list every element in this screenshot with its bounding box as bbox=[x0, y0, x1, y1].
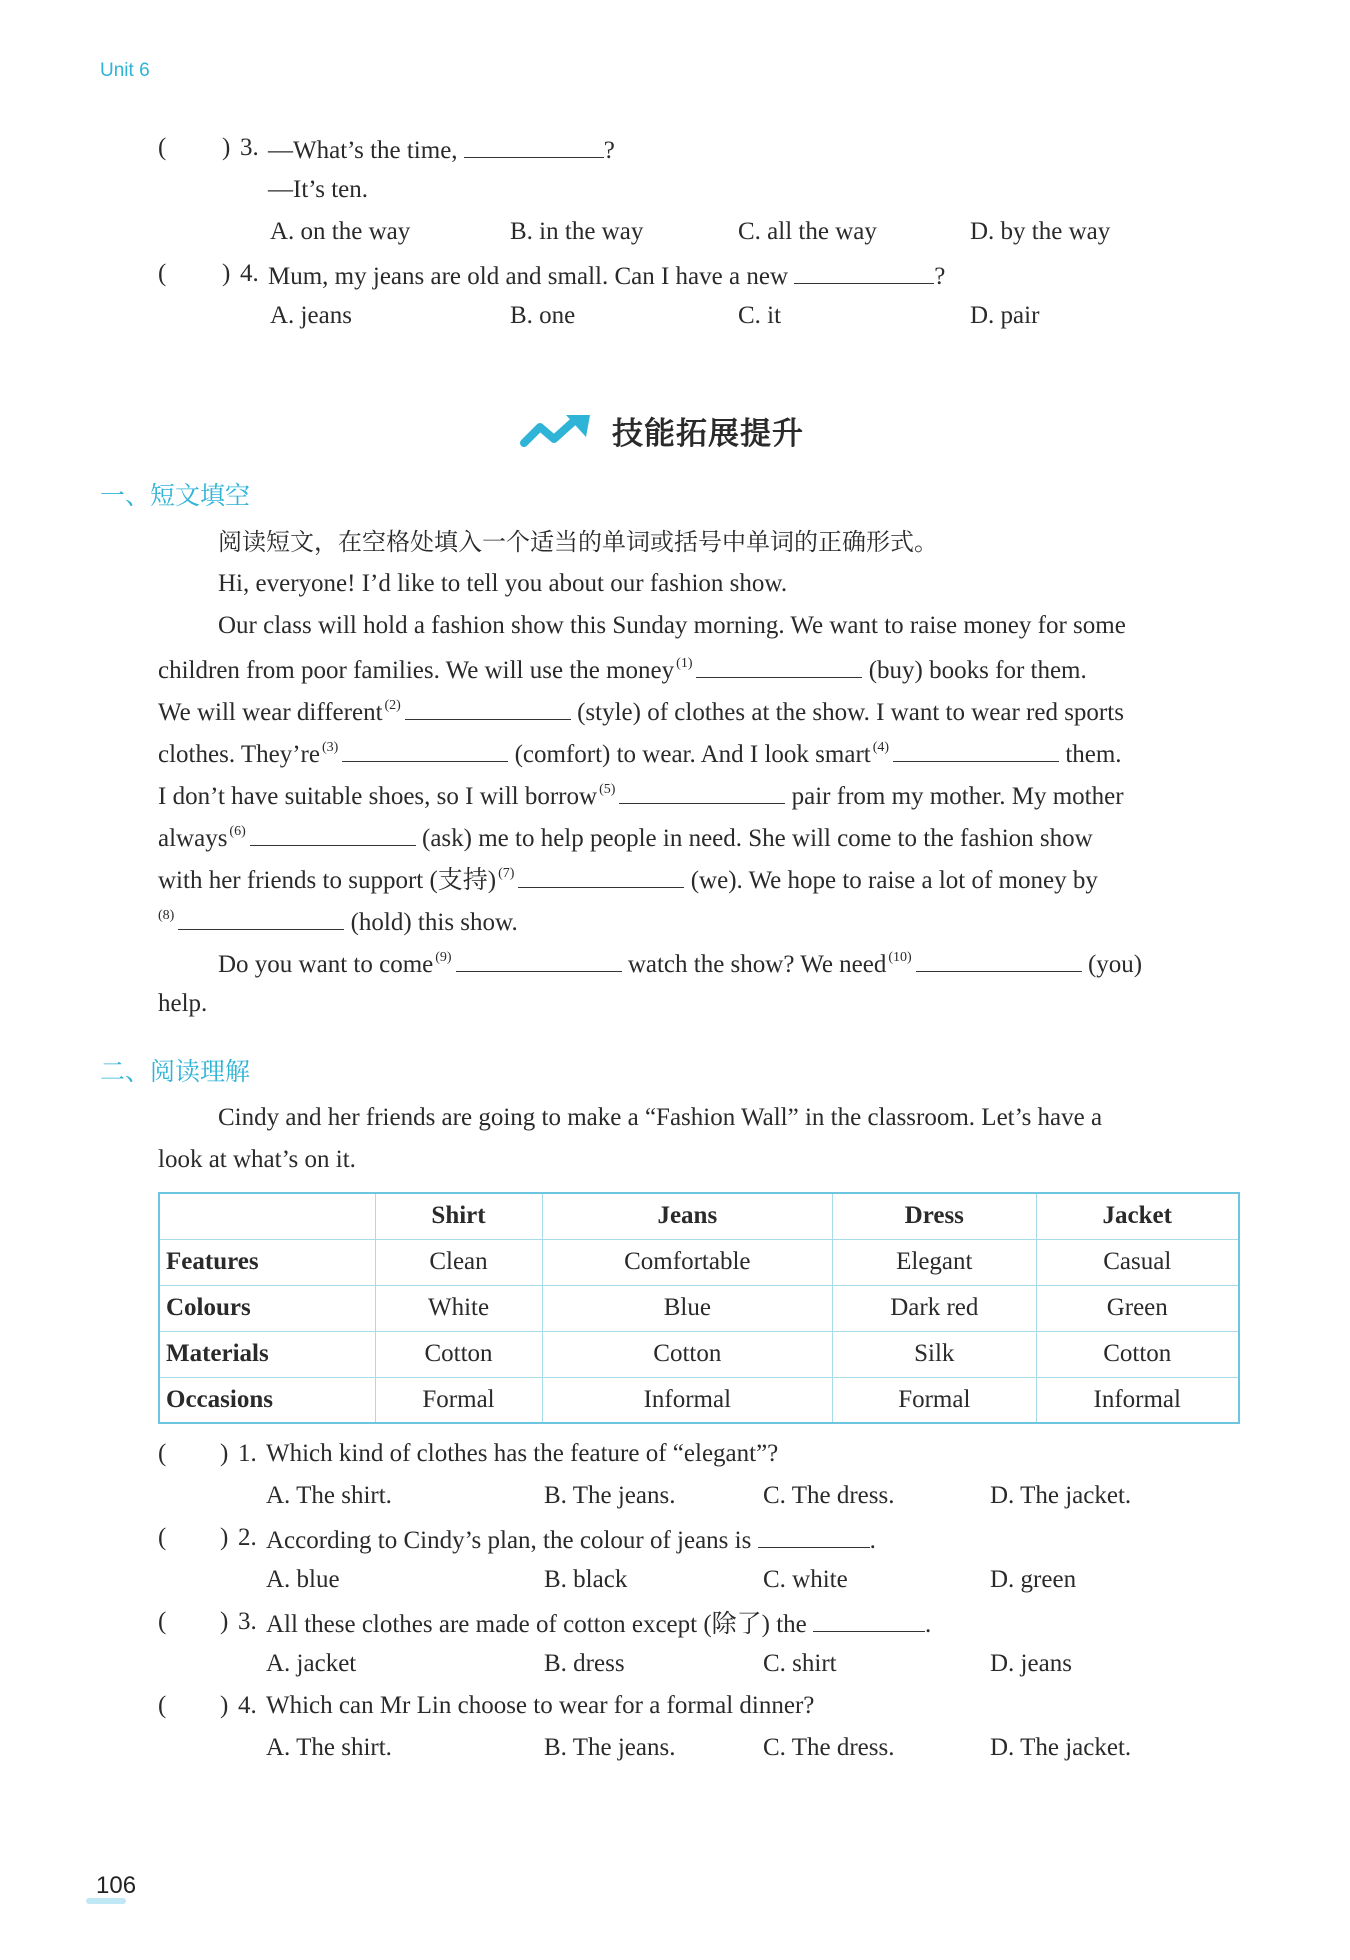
prompt-text: Mum, my jeans are old and small. Can I have a new bbox=[268, 263, 788, 290]
blank-marker: (1) bbox=[676, 656, 693, 671]
answer-paren-open: ( bbox=[158, 1440, 167, 1467]
passage-text: children from poor families. We will use the money bbox=[158, 657, 675, 684]
table-row bbox=[159, 1331, 1239, 1377]
option-d: D. The jacket. bbox=[990, 1734, 1132, 1761]
question-number: 3. bbox=[238, 1608, 257, 1635]
blank-marker: (8) bbox=[158, 908, 175, 923]
answer-blank[interactable] bbox=[405, 694, 571, 720]
blank-marker: (6) bbox=[229, 824, 246, 839]
passage-line bbox=[158, 694, 1124, 729]
section-banner bbox=[520, 408, 804, 453]
answer-blank[interactable] bbox=[464, 132, 604, 158]
answer-paren-close: ) bbox=[220, 1524, 229, 1551]
option-b: B. black bbox=[544, 1566, 628, 1593]
option-a: A. jacket bbox=[266, 1650, 357, 1677]
table-cell: Casual bbox=[1036, 1239, 1239, 1285]
answer-paren-open: ( bbox=[158, 134, 167, 161]
dialogue-answer: —It’s ten. bbox=[268, 176, 368, 203]
table-row bbox=[159, 1239, 1239, 1285]
blank-marker: (5) bbox=[599, 782, 616, 797]
prompt-end: . bbox=[925, 1611, 932, 1638]
table-cell: Blue bbox=[542, 1285, 833, 1331]
table-cell: Cotton bbox=[542, 1331, 833, 1377]
option-a: A. on the way bbox=[270, 218, 411, 245]
passage-text: with her friends to support (支持) bbox=[158, 867, 497, 894]
option-b: B. in the way bbox=[510, 218, 644, 245]
option-d: D. pair bbox=[970, 302, 1040, 329]
prompt-end: ? bbox=[934, 263, 946, 290]
answer-paren-open: ( bbox=[158, 1524, 167, 1551]
section-1-title: 一、短文填空 bbox=[100, 481, 251, 510]
section-2-title: 二、阅读理解 bbox=[100, 1057, 251, 1086]
answer-paren-close: ) bbox=[220, 1440, 229, 1467]
table-cell: Cotton bbox=[375, 1331, 542, 1377]
row-header: Materials bbox=[159, 1331, 375, 1377]
table-cell: Elegant bbox=[833, 1239, 1036, 1285]
table-cell: Dark red bbox=[833, 1285, 1036, 1331]
answer-paren-close: ) bbox=[222, 260, 231, 287]
table-cell: Cotton bbox=[1036, 1331, 1239, 1377]
option-b: B. dress bbox=[544, 1650, 625, 1677]
question-prompt bbox=[266, 1606, 931, 1641]
passage-line bbox=[158, 652, 1087, 687]
trend-arrow-icon bbox=[520, 413, 594, 449]
row-header: Colours bbox=[159, 1285, 375, 1331]
passage-line bbox=[158, 904, 518, 939]
question-number: 4. bbox=[238, 1692, 257, 1719]
fashion-wall-table bbox=[158, 1192, 1240, 1424]
table-cell: Informal bbox=[542, 1377, 833, 1423]
blank-marker: (10) bbox=[888, 950, 912, 965]
reading-intro: Cindy and her friends are going to make a “Fashion Wall” in the classroom. Let’s have a bbox=[218, 1104, 1103, 1131]
answer-blank[interactable] bbox=[178, 904, 344, 930]
passage-text: watch the show? We need bbox=[627, 951, 887, 978]
prompt-text: All these clothes are made of cotton except (除了) the bbox=[266, 1611, 807, 1638]
passage-text: (ask) me to help people in need. She will come to the fashion show bbox=[422, 825, 1093, 852]
passage-text: We will wear different bbox=[158, 699, 383, 726]
column-header: Dress bbox=[833, 1193, 1036, 1239]
passage-line bbox=[158, 862, 1098, 897]
answer-paren-close: ) bbox=[220, 1692, 229, 1719]
question-number: 3. bbox=[240, 134, 259, 161]
banner-title: 技能拓展提升 bbox=[612, 416, 804, 452]
option-c: C. all the way bbox=[738, 218, 877, 245]
option-c: C. The dress. bbox=[763, 1482, 895, 1509]
answer-blank[interactable] bbox=[696, 652, 862, 678]
question-prompt bbox=[268, 132, 615, 167]
column-header: Shirt bbox=[375, 1193, 542, 1239]
prompt-text: According to Cindy’s plan, the colour of jeans is bbox=[266, 1527, 752, 1554]
answer-blank[interactable] bbox=[794, 258, 934, 284]
passage-text: clothes. They’re bbox=[158, 741, 320, 768]
question-prompt: Which can Mr Lin choose to wear for a formal dinner? bbox=[266, 1692, 815, 1719]
table-cell: Informal bbox=[1036, 1377, 1239, 1423]
passage-line: help. bbox=[158, 990, 208, 1017]
column-header: Jeans bbox=[542, 1193, 833, 1239]
question-prompt: Which kind of clothes has the feature of “elegant”? bbox=[266, 1440, 779, 1467]
passage-text: always bbox=[158, 825, 228, 852]
passage-intro: Hi, everyone! I’d like to tell you about our fashion show. bbox=[218, 570, 788, 597]
passage-line: Our class will hold a fashion show this Sunday morning. We want to raise money for some bbox=[218, 612, 1126, 639]
option-c: C. it bbox=[738, 302, 782, 329]
passage-text: I don’t have suitable shoes, so I will borrow bbox=[158, 783, 598, 810]
passage-text: (we). We hope to raise a lot of money by bbox=[690, 867, 1098, 894]
passage-line bbox=[158, 820, 1093, 855]
option-a: A. The shirt. bbox=[266, 1482, 392, 1509]
page-number: 106 bbox=[96, 1872, 137, 1899]
answer-blank[interactable] bbox=[456, 946, 622, 972]
blank-marker: (4) bbox=[872, 740, 890, 755]
option-c: C. white bbox=[763, 1566, 848, 1593]
table-cell: Formal bbox=[833, 1377, 1036, 1423]
table-row bbox=[159, 1285, 1239, 1331]
passage-text: (you) bbox=[1087, 951, 1143, 978]
option-d: D. green bbox=[990, 1566, 1077, 1593]
passage-text: Do you want to come bbox=[218, 951, 434, 978]
option-d: D. jeans bbox=[990, 1650, 1072, 1677]
table-cell: Green bbox=[1036, 1285, 1239, 1331]
question-prompt bbox=[268, 258, 945, 293]
answer-paren-open: ( bbox=[158, 260, 167, 287]
question-number: 2. bbox=[238, 1524, 257, 1551]
answer-paren-open: ( bbox=[158, 1608, 167, 1635]
answer-blank[interactable] bbox=[813, 1606, 925, 1632]
option-b: B. The jeans. bbox=[544, 1482, 676, 1509]
answer-blank[interactable] bbox=[758, 1522, 870, 1548]
table-corner-cell bbox=[159, 1193, 375, 1239]
table-cell: Formal bbox=[375, 1377, 542, 1423]
blank-marker: (2) bbox=[384, 698, 401, 713]
blank-marker: (3) bbox=[321, 740, 339, 755]
passage-line bbox=[218, 946, 1142, 981]
option-c: C. shirt bbox=[763, 1650, 837, 1677]
option-a: A. The shirt. bbox=[266, 1734, 392, 1761]
passage-line bbox=[158, 778, 1124, 813]
unit-label: Unit 6 bbox=[100, 60, 150, 81]
answer-blank[interactable] bbox=[916, 946, 1082, 972]
answer-blank[interactable] bbox=[619, 778, 785, 804]
option-b: B. The jeans. bbox=[544, 1734, 676, 1761]
passage-text: (buy) books for them. bbox=[868, 657, 1087, 684]
column-header: Jacket bbox=[1036, 1193, 1239, 1239]
option-a: A. jeans bbox=[270, 302, 352, 329]
answer-blank[interactable] bbox=[518, 862, 684, 888]
blank-marker: (7) bbox=[498, 866, 515, 881]
row-header: Features bbox=[159, 1239, 375, 1285]
table-cell: Comfortable bbox=[542, 1239, 833, 1285]
passage-text: (comfort) to wear. And I look smart bbox=[514, 741, 871, 768]
table-header-row bbox=[159, 1193, 1239, 1239]
option-d: D. by the way bbox=[970, 218, 1111, 245]
prompt-end: ? bbox=[603, 137, 615, 164]
answer-blank[interactable] bbox=[342, 736, 508, 762]
option-c: C. The dress. bbox=[763, 1734, 895, 1761]
passage-text: (hold) this show. bbox=[350, 909, 518, 936]
answer-blank[interactable] bbox=[893, 736, 1059, 762]
answer-blank[interactable] bbox=[250, 820, 416, 846]
option-d: D. The jacket. bbox=[990, 1482, 1132, 1509]
answer-paren-open: ( bbox=[158, 1692, 167, 1719]
table-cell: Silk bbox=[833, 1331, 1036, 1377]
instruction-text: 阅读短文，在空格处填入一个适当的单词或括号中单词的正确形式。 bbox=[218, 528, 938, 556]
row-header: Occasions bbox=[159, 1377, 375, 1423]
option-a: A. blue bbox=[266, 1566, 340, 1593]
prompt-end: . bbox=[869, 1527, 876, 1554]
table-cell: Clean bbox=[375, 1239, 542, 1285]
question-number: 1. bbox=[238, 1440, 257, 1467]
table-cell: White bbox=[375, 1285, 542, 1331]
passage-text: pair from my mother. My mother bbox=[791, 783, 1124, 810]
blank-marker: (9) bbox=[435, 950, 452, 965]
answer-paren-close: ) bbox=[222, 134, 231, 161]
answer-paren-close: ) bbox=[220, 1608, 229, 1635]
prompt-text: —What’s the time, bbox=[268, 137, 458, 164]
table-row bbox=[159, 1377, 1239, 1423]
passage-line bbox=[158, 736, 1122, 771]
passage-text: them. bbox=[1065, 741, 1122, 768]
question-prompt bbox=[266, 1522, 876, 1557]
option-b: B. one bbox=[510, 302, 576, 329]
reading-intro: look at what’s on it. bbox=[158, 1146, 356, 1173]
passage-text: (style) of clothes at the show. I want to wear red sports bbox=[577, 699, 1124, 726]
question-number: 4. bbox=[240, 260, 259, 287]
